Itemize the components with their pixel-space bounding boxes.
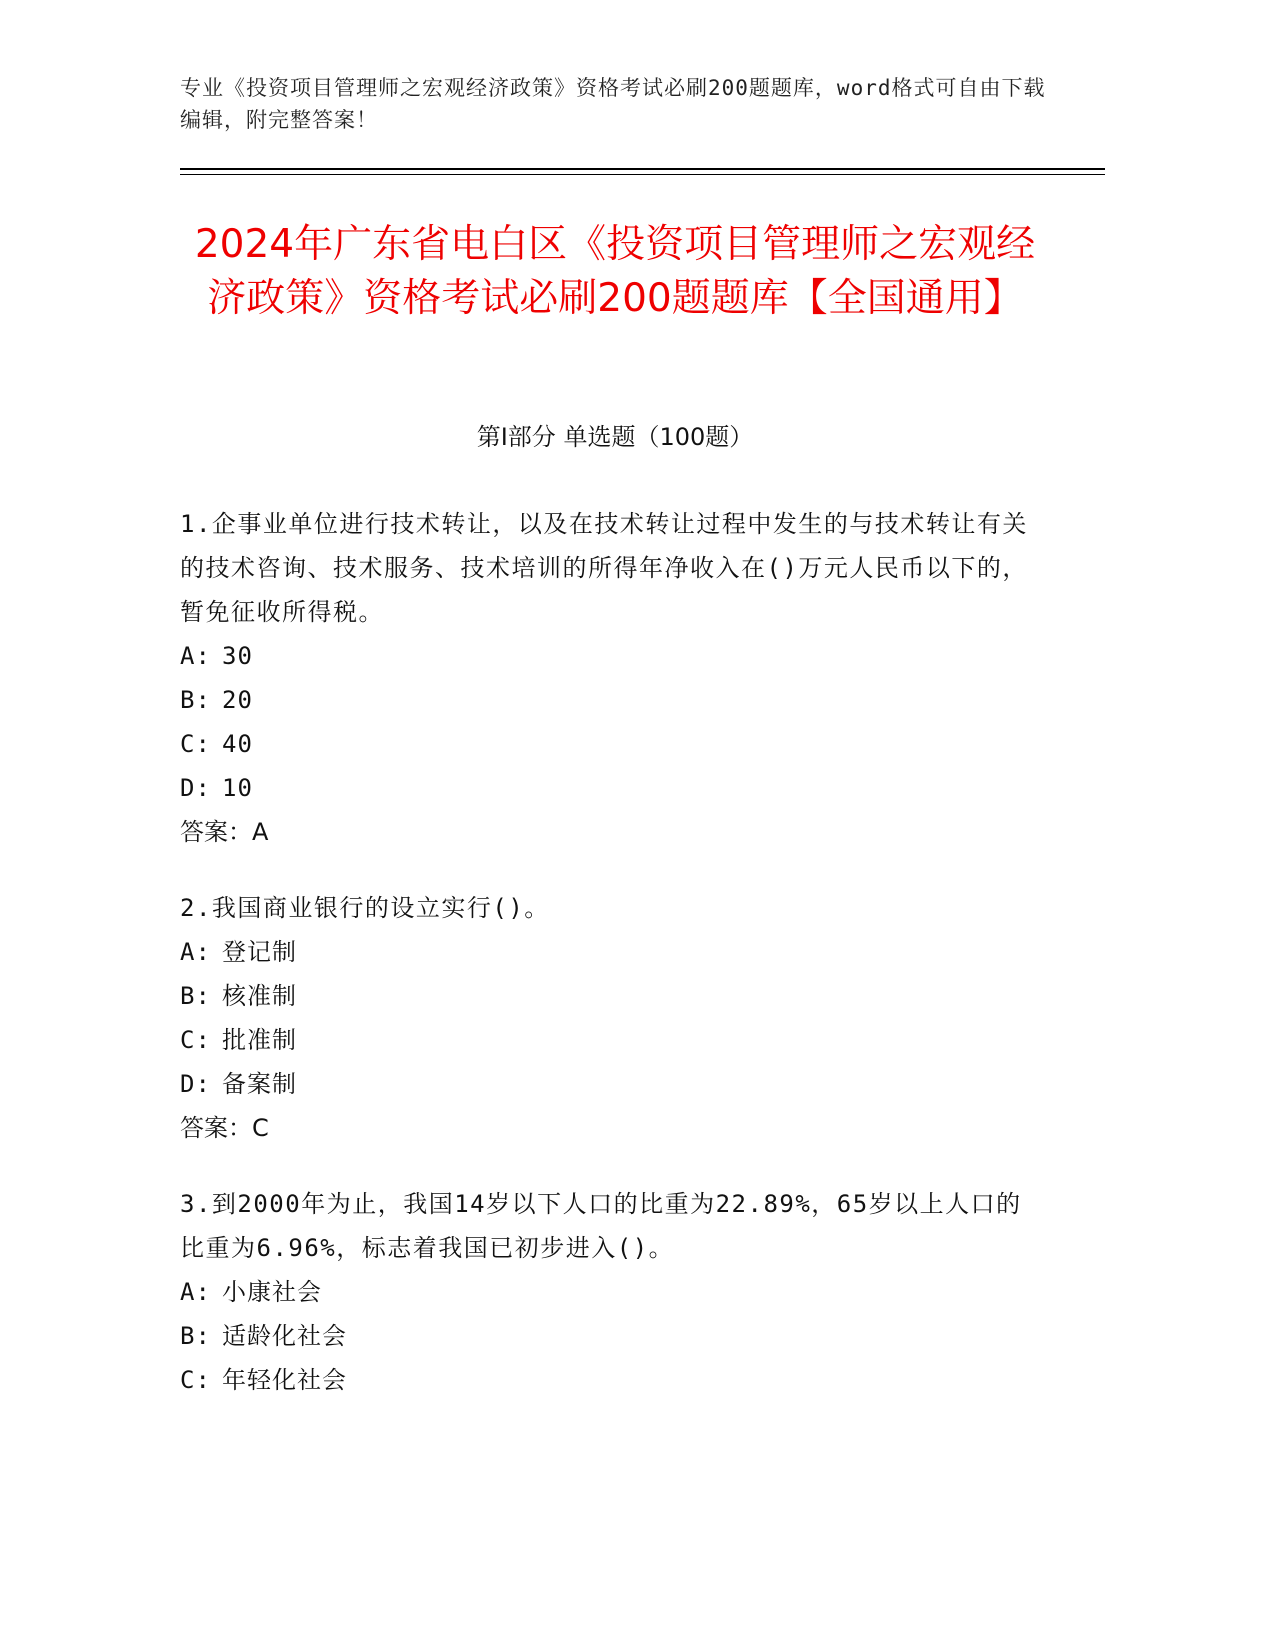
option-letter: A:: [180, 642, 211, 670]
question-1: [180, 502, 1040, 854]
option-b: [180, 1314, 1040, 1358]
answer: 答案：C: [180, 1114, 269, 1142]
question-list: [180, 502, 1040, 1434]
option-c: [180, 1018, 1040, 1062]
option-a: [180, 634, 1040, 678]
question-stem: 3.到2000年为止，我国14岁以下人口的比重为22.89%，65岁以上人口的比重为6.96%，标志着我国已初步进入()。: [180, 1190, 1022, 1262]
question-2: [180, 886, 1040, 1150]
option-text: 20: [222, 686, 253, 714]
option-letter: D:: [180, 1070, 211, 1098]
option-text: 登记制: [222, 938, 297, 966]
option-text: 30: [222, 642, 253, 670]
option-letter: B:: [180, 1322, 211, 1350]
option-text: 年轻化社会: [222, 1366, 347, 1394]
option-letter: B:: [180, 982, 211, 1010]
option-letter: B:: [180, 686, 211, 714]
option-text: 40: [222, 730, 253, 758]
section-title: 第Ⅰ部分 单选题（100题）: [476, 423, 754, 451]
option-b: [180, 678, 1040, 722]
page-title: 2024年广东省电白区《投资项目管理师之宏观经济政策》资格考试必刷200题题库【全国通用】: [194, 222, 1036, 321]
header-rule-thin: [180, 174, 1105, 175]
option-c: [180, 1358, 1040, 1402]
option-d: [180, 1062, 1040, 1106]
option-c: [180, 722, 1040, 766]
option-a: [180, 1270, 1040, 1314]
option-letter: A:: [180, 938, 211, 966]
header-note: 专业《投资项目管理师之宏观经济政策》资格考试必刷200题题库，word格式可自由下载编辑，附完整答案！: [180, 76, 1046, 132]
option-letter: C:: [180, 1366, 211, 1394]
question-3: [180, 1182, 1040, 1402]
answer: 答案：A: [180, 818, 269, 846]
option-text: 10: [222, 774, 253, 802]
option-a: [180, 930, 1040, 974]
option-d: [180, 766, 1040, 810]
question-stem: 2.我国商业银行的设立实行()。: [180, 894, 550, 922]
option-letter: C:: [180, 1026, 211, 1054]
option-text: 批准制: [222, 1026, 297, 1054]
option-letter: A:: [180, 1278, 211, 1306]
option-letter: D:: [180, 774, 211, 802]
option-text: 适龄化社会: [222, 1322, 347, 1350]
option-b: [180, 974, 1040, 1018]
option-text: 备案制: [222, 1070, 297, 1098]
header-rule-thick: [180, 168, 1105, 170]
question-stem: 1.企事业单位进行技术转让，以及在技术转让过程中发生的与技术转让有关的技术咨询、技术服务、技术培训的所得年净收入在()万元人民币以下的，暂免征收所得税。: [180, 510, 1028, 626]
option-letter: C:: [180, 730, 211, 758]
option-text: 核准制: [222, 982, 297, 1010]
option-text: 小康社会: [222, 1278, 322, 1306]
